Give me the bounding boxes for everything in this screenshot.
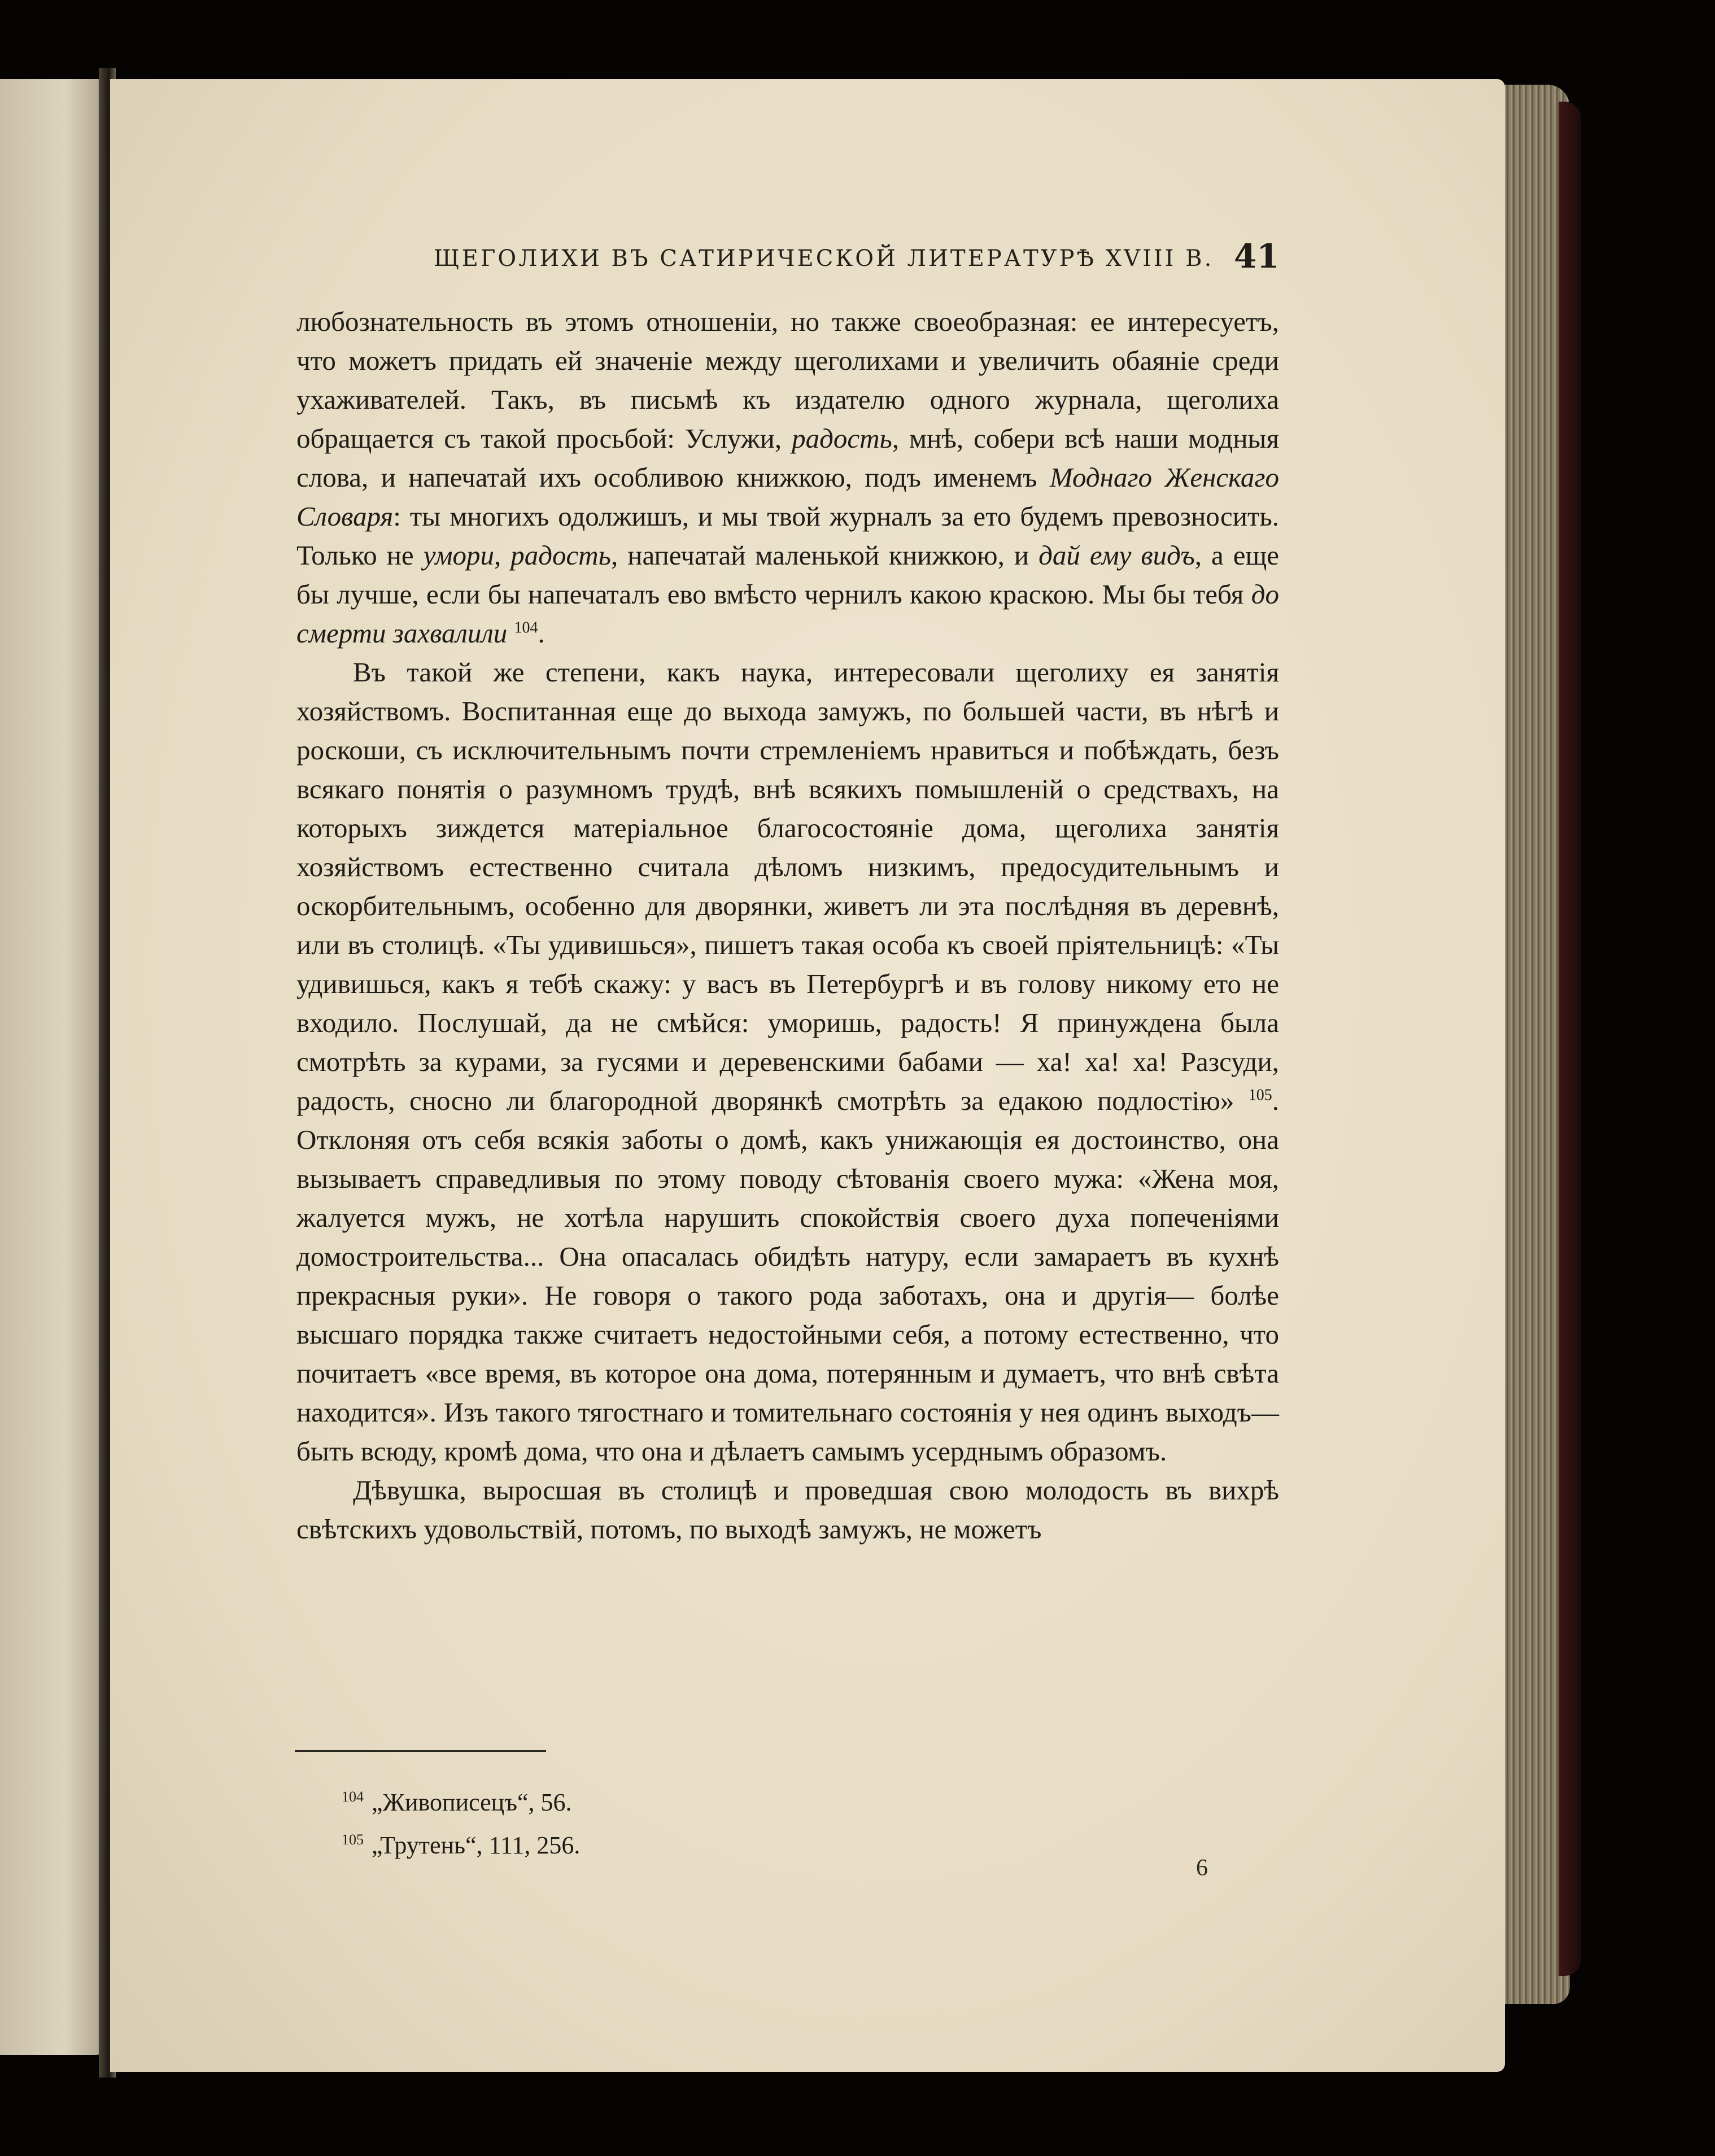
body-text (296, 302, 1279, 1549)
footnote-104: $^{104}$ „Живописецъ“, 56. (342, 1788, 572, 1816)
paragraph-3: Дѣвушка, выросшая въ столицѣ и проведшая свою молодость въ вихрѣ свѣтскихъ удовольствій, потомъ, по выходѣ замужъ, не можетъ (296, 1475, 1279, 1545)
footnote-rule (295, 1750, 546, 1752)
facing-page-edge (0, 79, 107, 2055)
running-title: ЩЕГОЛИХИ ВЪ САТИРИЧЕСКОЙ ЛИТЕРАТУРѢ XVIII В. (434, 246, 1214, 272)
footnote-105: $^{105}$ „Трутень“, 111, 256. (342, 1831, 581, 1859)
footnotes (342, 1781, 580, 1867)
page-number: 41 (1234, 237, 1280, 275)
footnote-ref-104[interactable]: 104 (514, 619, 538, 637)
signature-mark: 6 (1196, 1855, 1208, 1881)
book-cover-edge (1559, 102, 1581, 1976)
paragraph-1: любознательность въ этомъ отношеніи, но также своеобразная: ее интересуетъ, что можетъ придать ей значеніе между щеголихами и увеличить обаяніе среди ухаживателей. Такъ, въ письмѣ къ издателю одного журнала, щеголиха обращается съ такой просьбой: Услужи, радость, мнѣ, собери всѣ наши модныя слова, и напечатай ихъ особливою книжкою, подъ именемъ Моднаго Женскаго Словаря: ты многихъ одолжишъ, и мы твой журналъ за ето будемъ превозносить. Только не умори, радость, напечатай маленькой книжкою, и дай ему видъ, а еще бы лучше, если бы напечаталъ ево вмѣсто чернилъ какою краскою. Мы бы тебя до смерти захвалили $^{104}$. (296, 306, 1279, 649)
footnote-ref-105[interactable]: 105 (1248, 1086, 1272, 1104)
paragraph-2: Въ такой же степени, какъ наука, интересовали щеголиху ея занятія хозяйствомъ. Воспитанная еще до выхода замужъ, по большей части, въ нѣгѣ и роскоши, съ исключительнымъ почти стремленіемъ нравиться и побѣждать, безъ всякаго понятія о разумномъ трудѣ, внѣ всякихъ помышленій о средствахъ, на которыхъ зиждется матеріальное благосостояніе дома, щеголиха занятія хозяйствомъ естественно считала дѣломъ низкимъ, предосудительнымъ и оскорбительнымъ, особенно для дворянки, живетъ ли эта послѣдняя въ деревнѣ, или въ столицѣ. «Ты удивишься», пишетъ такая особа къ своей пріятельницѣ: «Ты удивишься, какъ я тебѣ скажу: у васъ въ Петербургѣ и въ голову никому ето не входило. Послушай, да не смѣйся: уморишь, радость! Я принуждена была смотрѣть за курами, за гусями и деревенскими бабами — ха! ха! ха! Разсуди, радость, сносно ли благородной дворянкѣ смотрѣть за едакою подлостію» $^{105}$. Отклоняя отъ себя всякія заботы о домѣ, какъ унижающія ея достоинство, она вызываетъ справедливыя по этому поводу сѣтованія своего мужа: «Жена моя, жалуется мужъ, не хотѣла нарушить спокойствія своего духа попеченіями домостроительства... Она опасалась обидѣть натуру, если замараетъ въ кухнѣ прекрасныя руки». Не говоря о такого рода заботахъ, она и другія— болѣе высшаго порядка также считаетъ недостойными себя, а потому естественно, что почитаетъ «все время, въ которое она дома, потерянным и думаетъ, что внѣ свѣта находится». Изъ такого тягостнаго и томительнаго состоянія у нея одинъ выходъ—быть всюду, кромѣ дома, что она и дѣлаетъ самымъ усерднымъ образомъ. (296, 657, 1279, 1467)
